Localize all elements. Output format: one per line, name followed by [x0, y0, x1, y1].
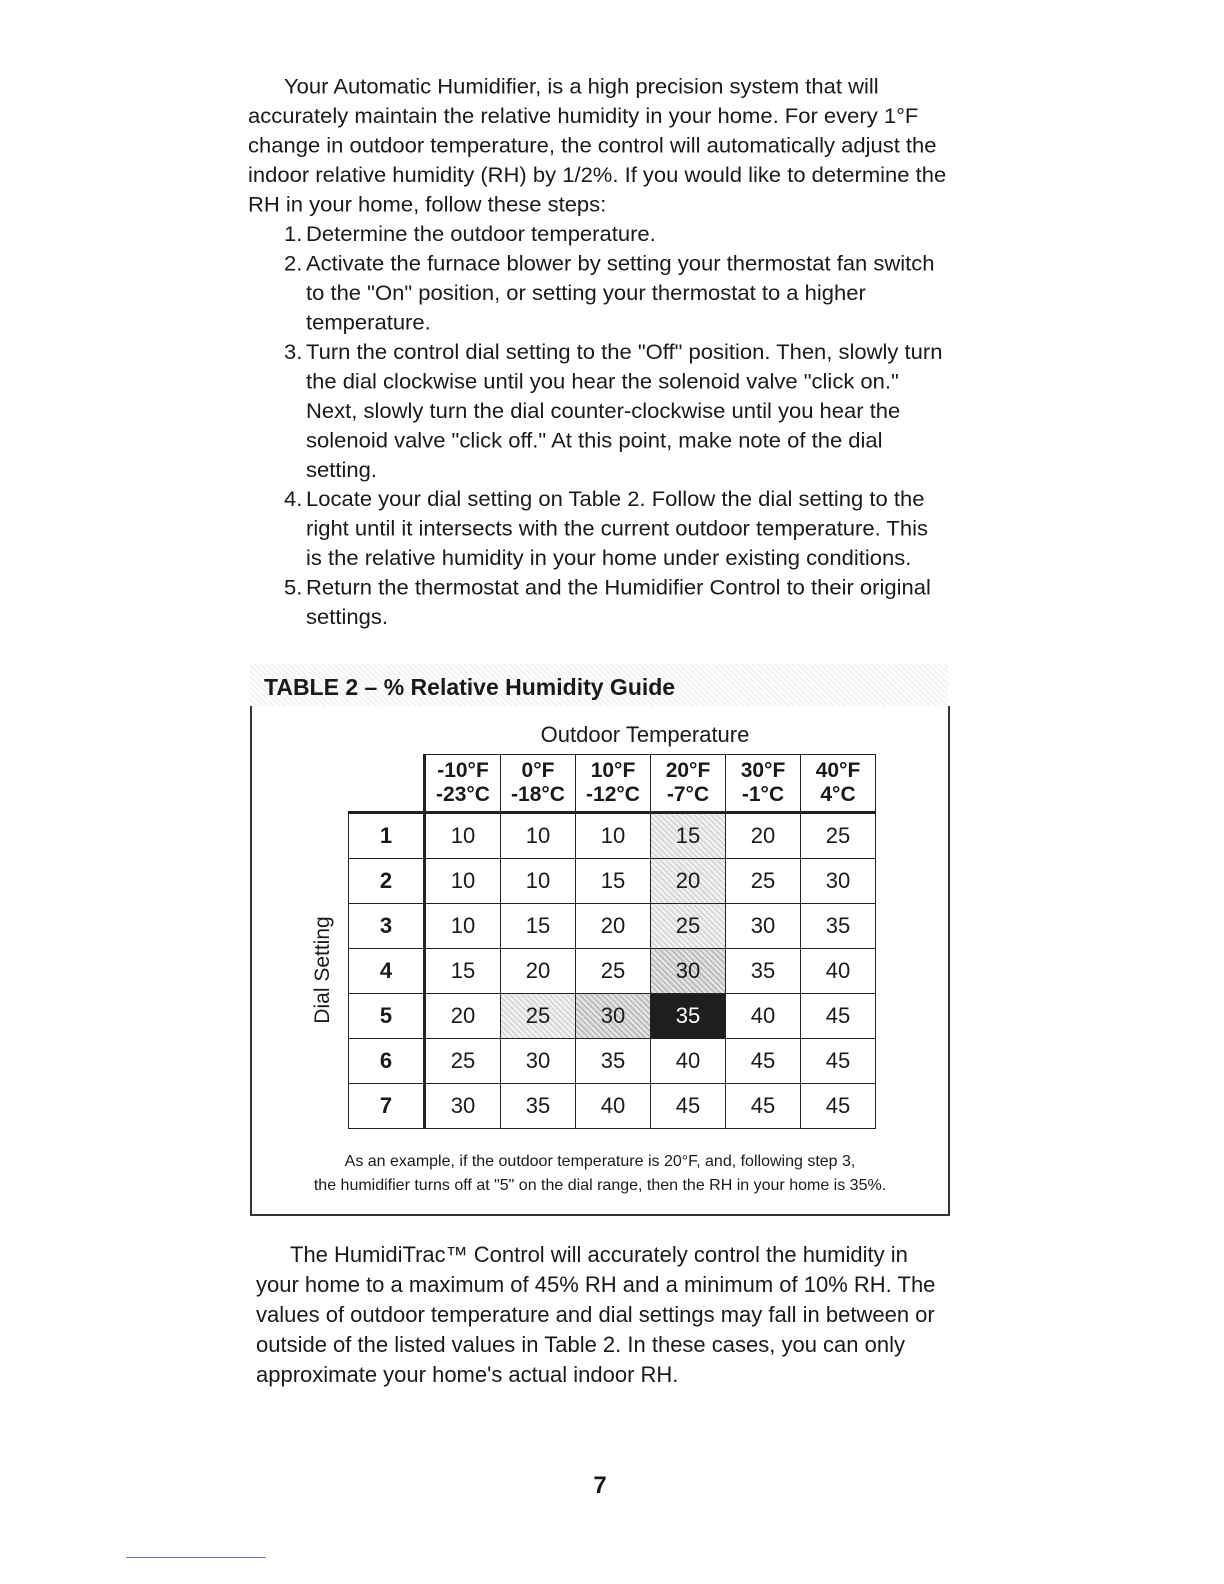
example-line: As an example, if the outdoor temperature is 20°F, and, following step 3, — [344, 1153, 856, 1170]
value-cell: 35 — [726, 949, 801, 994]
dial-cell: 3 — [349, 904, 425, 949]
value-cell: 40 — [651, 1039, 726, 1084]
value-cell: 45 — [726, 1039, 801, 1084]
table-title: TABLE 2 – % Relative Humidity Guide — [264, 674, 676, 700]
column-header-c: -18°C — [511, 783, 565, 806]
column-header-f: 30°F — [740, 759, 786, 782]
step-item — [248, 337, 948, 484]
intro-paragraph: Your Automatic Humidifier, is a high precision system that will accurately maintain the relative humidity in your home. For every 1°F change in outdoor temperature, the control will automatically adjust the indoor relative humidity (RH) by 1/2%. If you would like to determine the RH in your home, follow these steps: — [248, 73, 947, 217]
step-number: 5. — [284, 575, 303, 600]
value-cell: 30 — [651, 949, 726, 994]
highlighted-value-cell: 35 — [651, 994, 726, 1039]
example-line: the humidifier turns off at "5" on the dial range, then the RH in your home is 35%. — [313, 1177, 887, 1194]
column-header — [576, 755, 651, 813]
value-cell: 30 — [576, 994, 651, 1039]
step-text: Determine the outdoor temperature. — [306, 221, 656, 246]
value-cell: 25 — [801, 813, 876, 859]
value-cell: 20 — [501, 949, 576, 994]
table-row — [349, 1084, 876, 1129]
column-header-f: 0°F — [521, 759, 555, 782]
table-row — [349, 813, 876, 859]
value-cell: 45 — [801, 994, 876, 1039]
value-cell: 35 — [501, 1084, 576, 1129]
step-number: 3. — [284, 339, 303, 364]
step-item — [248, 219, 948, 248]
dial-cell: 4 — [349, 949, 425, 994]
value-cell: 10 — [501, 813, 576, 859]
value-cell: 10 — [425, 904, 501, 949]
step-text: Locate your dial setting on Table 2. Follow the dial setting to the right until it intersects with the current outdoor temperature. This is the relative humidity in your home under existing conditions. — [306, 486, 928, 571]
column-header — [726, 755, 801, 813]
step-item — [248, 485, 948, 573]
footer-rule — [126, 1557, 266, 1558]
value-cell: 25 — [576, 949, 651, 994]
closing-paragraph: The HumidiTrac™ Control will accurately control the humidity in your home to a maximum of 45% RH and a minimum of 10% RH. The values of outdoor temperature and dial settings may fall in between or outside of the listed values in Table 2. In these cases, you can only approximate your home's actual indoor RH. — [256, 1242, 936, 1387]
table-row — [349, 949, 876, 994]
steps-list — [248, 219, 948, 632]
closing-section — [256, 1240, 948, 1390]
column-header — [501, 755, 576, 813]
value-cell: 45 — [801, 1084, 876, 1129]
dial-cell: 7 — [349, 1084, 425, 1129]
value-cell: 25 — [501, 994, 576, 1039]
value-cell: 30 — [801, 859, 876, 904]
dial-cell: 6 — [349, 1039, 425, 1084]
column-header-c: -7°C — [666, 783, 710, 806]
value-cell: 25 — [726, 859, 801, 904]
dial-cell: 1 — [349, 813, 425, 859]
column-header-f: 10°F — [590, 759, 636, 782]
dial-cell: 2 — [349, 859, 425, 904]
header-row — [349, 755, 876, 813]
table-row — [349, 994, 876, 1039]
value-cell: 10 — [501, 859, 576, 904]
value-cell: 25 — [425, 1039, 501, 1084]
column-header-c: -23°C — [436, 783, 490, 806]
value-cell: 20 — [651, 859, 726, 904]
value-cell: 40 — [576, 1084, 651, 1129]
column-header-c: -1°C — [741, 783, 785, 806]
value-cell: 15 — [651, 813, 726, 859]
corner-cell — [349, 755, 425, 813]
column-header — [425, 755, 501, 813]
column-header-f: 40°F — [815, 759, 861, 782]
value-cell: 15 — [501, 904, 576, 949]
column-header-c: -12°C — [586, 783, 640, 806]
value-cell: 40 — [726, 994, 801, 1039]
value-cell: 35 — [576, 1039, 651, 1084]
value-cell: 30 — [425, 1084, 501, 1129]
step-item — [248, 573, 948, 632]
column-header — [651, 755, 726, 813]
step-text: Turn the control dial setting to the "Off" position. Then, slowly turn the dial clockwise until you hear the solenoid valve "click on." Next, slowly turn the dial counter-clockwise until you hear the solenoid valve "click off." At this point, make note of the dial setting. — [306, 339, 943, 482]
step-item — [248, 249, 948, 337]
table-row — [349, 859, 876, 904]
instructions-section — [248, 72, 948, 632]
value-cell: 20 — [425, 994, 501, 1039]
value-cell: 20 — [576, 904, 651, 949]
value-cell: 30 — [501, 1039, 576, 1084]
step-number: 2. — [284, 250, 303, 276]
step-text: Activate the furnace blower by setting your thermostat fan switch to the "On" position, or setting your thermostat to a higher temperature. — [306, 250, 935, 335]
value-cell: 40 — [801, 949, 876, 994]
column-header-f: 20°F — [665, 759, 711, 782]
humidity-guide-table — [348, 754, 876, 1129]
step-number: 4. — [284, 486, 303, 512]
step-number: 1. — [284, 221, 303, 246]
value-cell: 15 — [576, 859, 651, 904]
step-text: Return the thermostat and the Humidifier Control to their original settings. — [306, 575, 931, 630]
page-number: 7 — [593, 1472, 607, 1499]
outdoor-temperature-title: Outdoor Temperature — [540, 722, 750, 747]
table-row — [349, 904, 876, 949]
column-header — [801, 755, 876, 813]
value-cell: 45 — [651, 1084, 726, 1129]
value-cell: 10 — [576, 813, 651, 859]
value-cell: 25 — [651, 904, 726, 949]
value-cell: 15 — [425, 949, 501, 994]
column-header-c: 4°C — [820, 783, 856, 806]
table-row — [349, 1039, 876, 1084]
example-note — [256, 1150, 944, 1198]
table-heading-bar — [250, 664, 948, 706]
value-cell: 10 — [425, 859, 501, 904]
value-cell: 45 — [801, 1039, 876, 1084]
value-cell: 20 — [726, 813, 801, 859]
value-cell: 10 — [425, 813, 501, 859]
value-cell: 30 — [726, 904, 801, 949]
dial-cell: 5 — [349, 994, 425, 1039]
dial-setting-label: Dial Setting — [311, 916, 334, 1024]
value-cell: 35 — [801, 904, 876, 949]
value-cell: 45 — [726, 1084, 801, 1129]
column-header-f: -10°F — [437, 759, 489, 782]
